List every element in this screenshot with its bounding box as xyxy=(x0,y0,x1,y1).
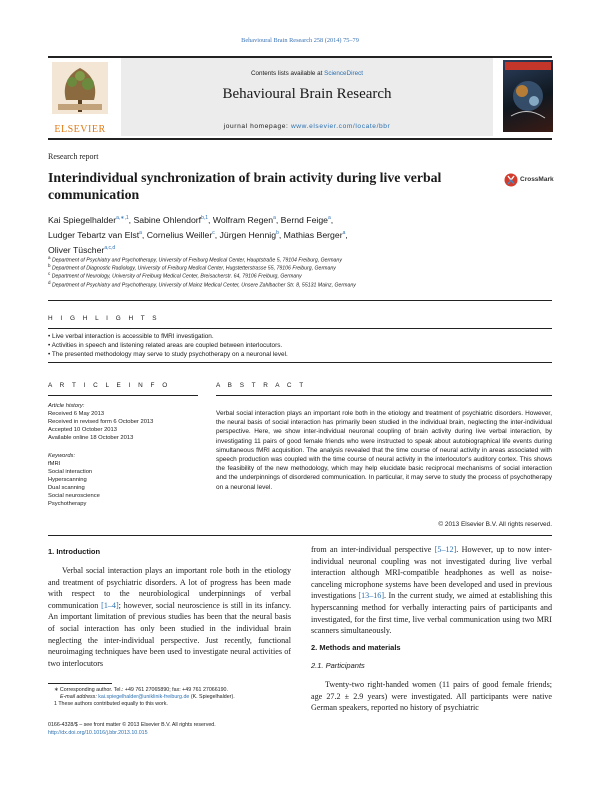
highlights-bottom-rule xyxy=(48,362,552,363)
doi-link[interactable]: http://dx.doi.org/10.1016/j.bbr.2013.10.015 xyxy=(48,730,148,736)
abstract-heading: A B S T R A C T xyxy=(216,382,307,389)
article-type: Research report xyxy=(48,152,99,161)
contents-line xyxy=(121,70,493,77)
highlights-heading: H I G H L I G H T S xyxy=(48,315,160,322)
intro-paragraph: Verbal social interaction plays an important role both in the etiology and treatment of psychiatric disorders. A lot of progress has been made with respect to the neurobiological underpinnings of verbal communication [1–4]; however, social neuroscience is still in its infancy. An important limitation of previous studies has been that the neural basis of social interaction has only been studied in the individual brain neglecting the inter-individual perspective. Just recently, functional neuroimaging techniques have been used to investigate neural activities of two interlocutors xyxy=(48,566,291,668)
article-info-heading: A R T I C L E I N F O xyxy=(48,382,171,389)
journal-citation[interactable]: Behavioural Brain Research 258 (2014) 75–79 xyxy=(241,37,359,44)
article-history xyxy=(48,402,198,442)
author-list xyxy=(48,212,468,257)
author-affil-sup[interactable]: a,∗,1 xyxy=(116,215,129,221)
contents-prefix: Contents lists available at xyxy=(250,70,325,77)
journal-homepage-line xyxy=(121,123,493,130)
title-line-1: Interindividual synchronization of brain activity during live verbal xyxy=(48,170,442,185)
footnotes xyxy=(48,687,288,708)
article-title xyxy=(48,169,478,203)
history-revised: Received in revised form 6 October 2013 xyxy=(48,419,154,425)
author-line-2 xyxy=(48,227,468,242)
author-name[interactable]: , Bernd Feige xyxy=(275,214,329,225)
homepage-link[interactable]: www.elsevier.com/locate/bbr xyxy=(290,123,391,130)
author-affil-sup[interactable]: a xyxy=(342,229,346,236)
author-name[interactable]: , Mathias Berger xyxy=(278,229,343,240)
highlights-mid-rule xyxy=(48,328,552,329)
author-name[interactable]: , Jürgen Hennig xyxy=(214,229,277,240)
author-name[interactable]: Ludger Tebartz van Elst xyxy=(48,229,140,240)
citation-link[interactable]: [13–16] xyxy=(358,591,385,601)
keywords-block xyxy=(48,452,198,508)
history-received: Received 6 May 2013 xyxy=(48,411,105,417)
crossmark-icon xyxy=(504,172,518,188)
right-col-paragraph: from an inter-individual perspective [5–12]. However, up to now inter-individual neuronal coupling was not investigated during live verbal interaction although MRI-compatible headphones as well as noise-canceling microphone systems have been developed and used in previous investigations [13–16]. In the current study, we aimed at establishing this hyperscanning method for verbally interacting pairs of participants and investigated, for the first time, live verbal communication using two MRI scanners simultaneously. xyxy=(311,545,552,636)
author-affil-sup[interactable]: a xyxy=(139,229,142,236)
author-affil-sup[interactable]: b xyxy=(276,229,279,236)
header-bottom-rule xyxy=(48,138,552,140)
citation-link[interactable]: [1–4] xyxy=(101,600,119,610)
author-name[interactable]: Kai Spiegelhalder xyxy=(48,214,117,225)
email-note: E-mail address: kai.spiegelhalder@uniklinik-freiburg.de (K. Spiegelhalder). xyxy=(60,694,235,700)
author-affil-sup[interactable]: a xyxy=(328,215,331,221)
homepage-label: journal homepage: xyxy=(223,123,291,130)
keywords-label: Keywords: xyxy=(48,453,76,459)
author-separator: , xyxy=(345,229,348,240)
equal-contribution-note: 1 These authors contributed equally to this work. xyxy=(54,701,168,707)
affiliation-d: $^d$ Department of Psychiatry and Psychotherapy, University of Mainz Medical Center, Unsere Zahlbacher Str. 8, 55131 Mainz, Germany xyxy=(48,280,356,289)
footnote-rule xyxy=(48,683,112,684)
journal-title: Behavioural Brain Research xyxy=(222,86,392,102)
history-accepted: Accepted 10 October 2013 xyxy=(48,427,117,433)
publisher-name: ELSEVIER xyxy=(54,124,106,135)
history-online: Available online 18 October 2013 xyxy=(48,435,134,441)
subsection-heading-participants: 2.1. Participants xyxy=(311,661,365,670)
author-name[interactable]: , Wolfram Regen xyxy=(208,214,274,225)
author-name[interactable]: Oliver Tüscher xyxy=(48,244,105,255)
email-link[interactable]: kai.spiegelhalder@uniklinik-freiburg.de xyxy=(98,694,190,700)
affiliation-c: $^c$ Department of Neurology, University of Freiburg Medical Center, Breisacherstr. 64, 79106 Freiburg, Germany xyxy=(48,271,302,280)
author-name[interactable]: , Sabine Ohlendorf xyxy=(128,214,202,225)
crossmark-label: CrossMark xyxy=(520,176,554,183)
affiliation-b: $^b$ Department of Diagnostic Radiology, University of Freiburg Medical Center, Hugstetterstrasse 55, 79106 Freiburg, Germany xyxy=(48,263,336,272)
highlight-item: • The presented methodology may serve to study psychotherapy on a neuronal level. xyxy=(48,351,288,358)
abstract-rule xyxy=(216,395,552,396)
keyword-item: fMRI xyxy=(48,461,61,467)
keyword-item: Psychotherapy xyxy=(48,501,87,507)
section-heading-methods: 2. Methods and materials xyxy=(311,643,401,652)
affiliation-a: $^a$ Department of Psychiatry and Psychotherapy, University of Freiburg Medical Center, Hauptstraße 5, 79104 Freiburg, Germany xyxy=(48,255,342,264)
issn-line: 0166-4328/$ – see front matter © 2013 Elsevier B.V. All rights reserved. xyxy=(48,722,216,728)
highlight-item: • Activities in speech and listening related areas are coupled between interlocutors. xyxy=(48,342,283,349)
sciencedirect-link[interactable]: ScienceDirect xyxy=(324,70,363,77)
corresponding-author-note: ∗ Corresponding author. Tel.: +49 761 27065890; fax: +49 761 27066190. xyxy=(54,687,228,693)
title-line-2: communication xyxy=(48,187,140,202)
keyword-item: Social interaction xyxy=(48,469,93,475)
section-heading-introduction: 1. Introduction xyxy=(48,547,101,556)
citation-link[interactable]: [5–12] xyxy=(434,545,457,554)
author-name[interactable]: , Cornelius Weiller xyxy=(141,229,213,240)
author-affil-sup[interactable]: b,1 xyxy=(201,215,209,221)
author-affil-sup[interactable]: a xyxy=(273,215,276,221)
abstract-bottom-rule xyxy=(48,535,552,536)
abstract-text: Verbal social interaction plays an important role both in the etiology and treatment of psychiatric disorders. However, the neural basis of social interaction has primarily been studied in the individual brain, neglecting the inter-individual perspective. Here, we show inter-individual neuronal coupling of brain activity during live verbal interaction, by investigating 11 pairs of good female friends who were instructed to speak about autobiographical life events during simultaneous fMRI acquisition. The analysis revealed that the time course of neural activity in areas associated with speech production was coupled with the time course of neural activity in the interlocutor's auditory cortex. This shows the feasibility of the new methodology, which may help elucidate basic reciprocal mechanisms of social interaction and the underpinnings of disordered communication. In particular, it may serve to study the process of psychotherapy on a neuronal level. xyxy=(216,410,552,491)
crossmark-badge[interactable] xyxy=(504,172,552,190)
journal-cover-image xyxy=(503,60,553,132)
article-info-rule xyxy=(48,395,198,396)
highlights-top-rule xyxy=(48,300,552,301)
author-line-1 xyxy=(48,212,468,227)
author-affil-sup[interactable]: c xyxy=(212,229,215,236)
author-affil-sup[interactable]: a,c,d xyxy=(104,244,116,251)
highlight-item: • Live verbal interaction is accessible to fMRI investigation. xyxy=(48,333,214,340)
elsevier-logo xyxy=(48,60,112,136)
participants-paragraph: Twenty-two right-handed women (11 pairs of good female friends; age 27.2 ± 2.9 years) were investigated. All participants were native German speakers, reported no history of psychiatric xyxy=(311,680,552,713)
keyword-item: Dual scanning xyxy=(48,485,85,491)
article-history-label: Article history: xyxy=(48,403,85,409)
copyright-line: © 2013 Elsevier B.V. All rights reserved. xyxy=(438,521,552,528)
author-separator: , xyxy=(330,214,334,225)
keyword-item: Social neuroscience xyxy=(48,493,100,499)
keyword-item: Hyperscanning xyxy=(48,477,87,483)
